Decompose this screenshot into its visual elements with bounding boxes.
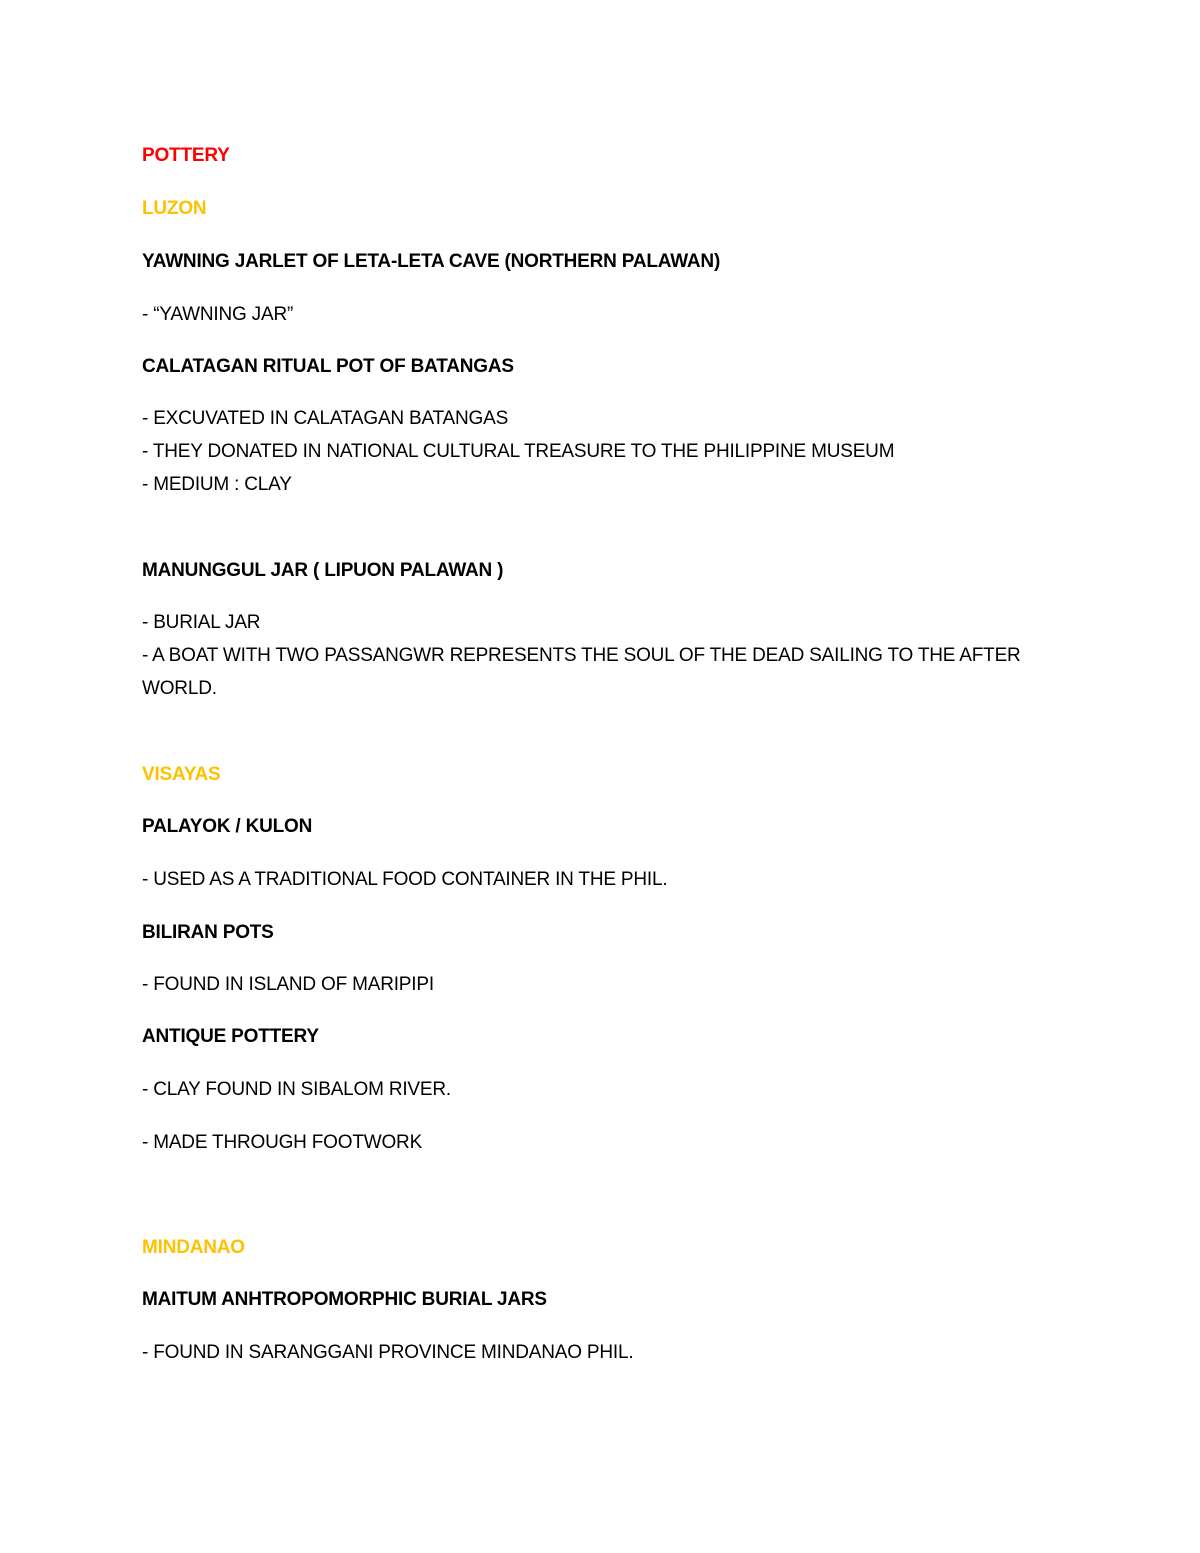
item-note: - MEDIUM : CLAY [142, 474, 292, 495]
section-heading-visayas: VISAYAS [142, 764, 221, 785]
section-heading-mindanao: MINDANAO [142, 1237, 245, 1258]
item-note: WORLD. [142, 678, 217, 699]
item-note: - MADE THROUGH FOOTWORK [142, 1132, 423, 1153]
item-title-maitum-jars: MAITUM ANHTROPOMORPHIC BURIAL JARS [142, 1289, 547, 1310]
item-note: - THEY DONATED IN NATIONAL CULTURAL TREASURE TO THE PHILIPPINE MUSEUM [142, 441, 895, 462]
item-note: - EXCUVATED IN CALATAGAN BATANGAS [142, 408, 509, 429]
item-note: - FOUND IN SARANGGANI PROVINCE MINDANAO PHIL. [142, 1342, 634, 1363]
section-heading-luzon: LUZON [142, 198, 207, 219]
item-note: - BURIAL JAR [142, 612, 261, 633]
item-note: - USED AS A TRADITIONAL FOOD CONTAINER IN THE PHIL. [142, 869, 668, 890]
item-title-yawning-jarlet: YAWNING JARLET OF LETA-LETA CAVE (NORTHERN PALAWAN) [142, 251, 721, 272]
item-title-biliran-pots: BILIRAN POTS [142, 922, 274, 943]
item-title-manunggul-jar: MANUNGGUL JAR ( LIPUON PALAWAN ) [142, 560, 504, 581]
item-title-antique-pottery: ANTIQUE POTTERY [142, 1026, 319, 1047]
item-note: - FOUND IN ISLAND OF MARIPIPI [142, 974, 434, 995]
page-title: POTTERY [142, 145, 230, 166]
item-title-palayok: PALAYOK / KULON [142, 816, 313, 837]
item-note: - A BOAT WITH TWO PASSANGWR REPRESENTS THE SOUL OF THE DEAD SAILING TO THE AFTER [142, 645, 1021, 666]
item-note: - CLAY FOUND IN SIBALOM RIVER. [142, 1079, 451, 1100]
item-title-calatagan-pot: CALATAGAN RITUAL POT OF BATANGAS [142, 356, 514, 377]
item-note: - “YAWNING JAR” [142, 304, 294, 325]
